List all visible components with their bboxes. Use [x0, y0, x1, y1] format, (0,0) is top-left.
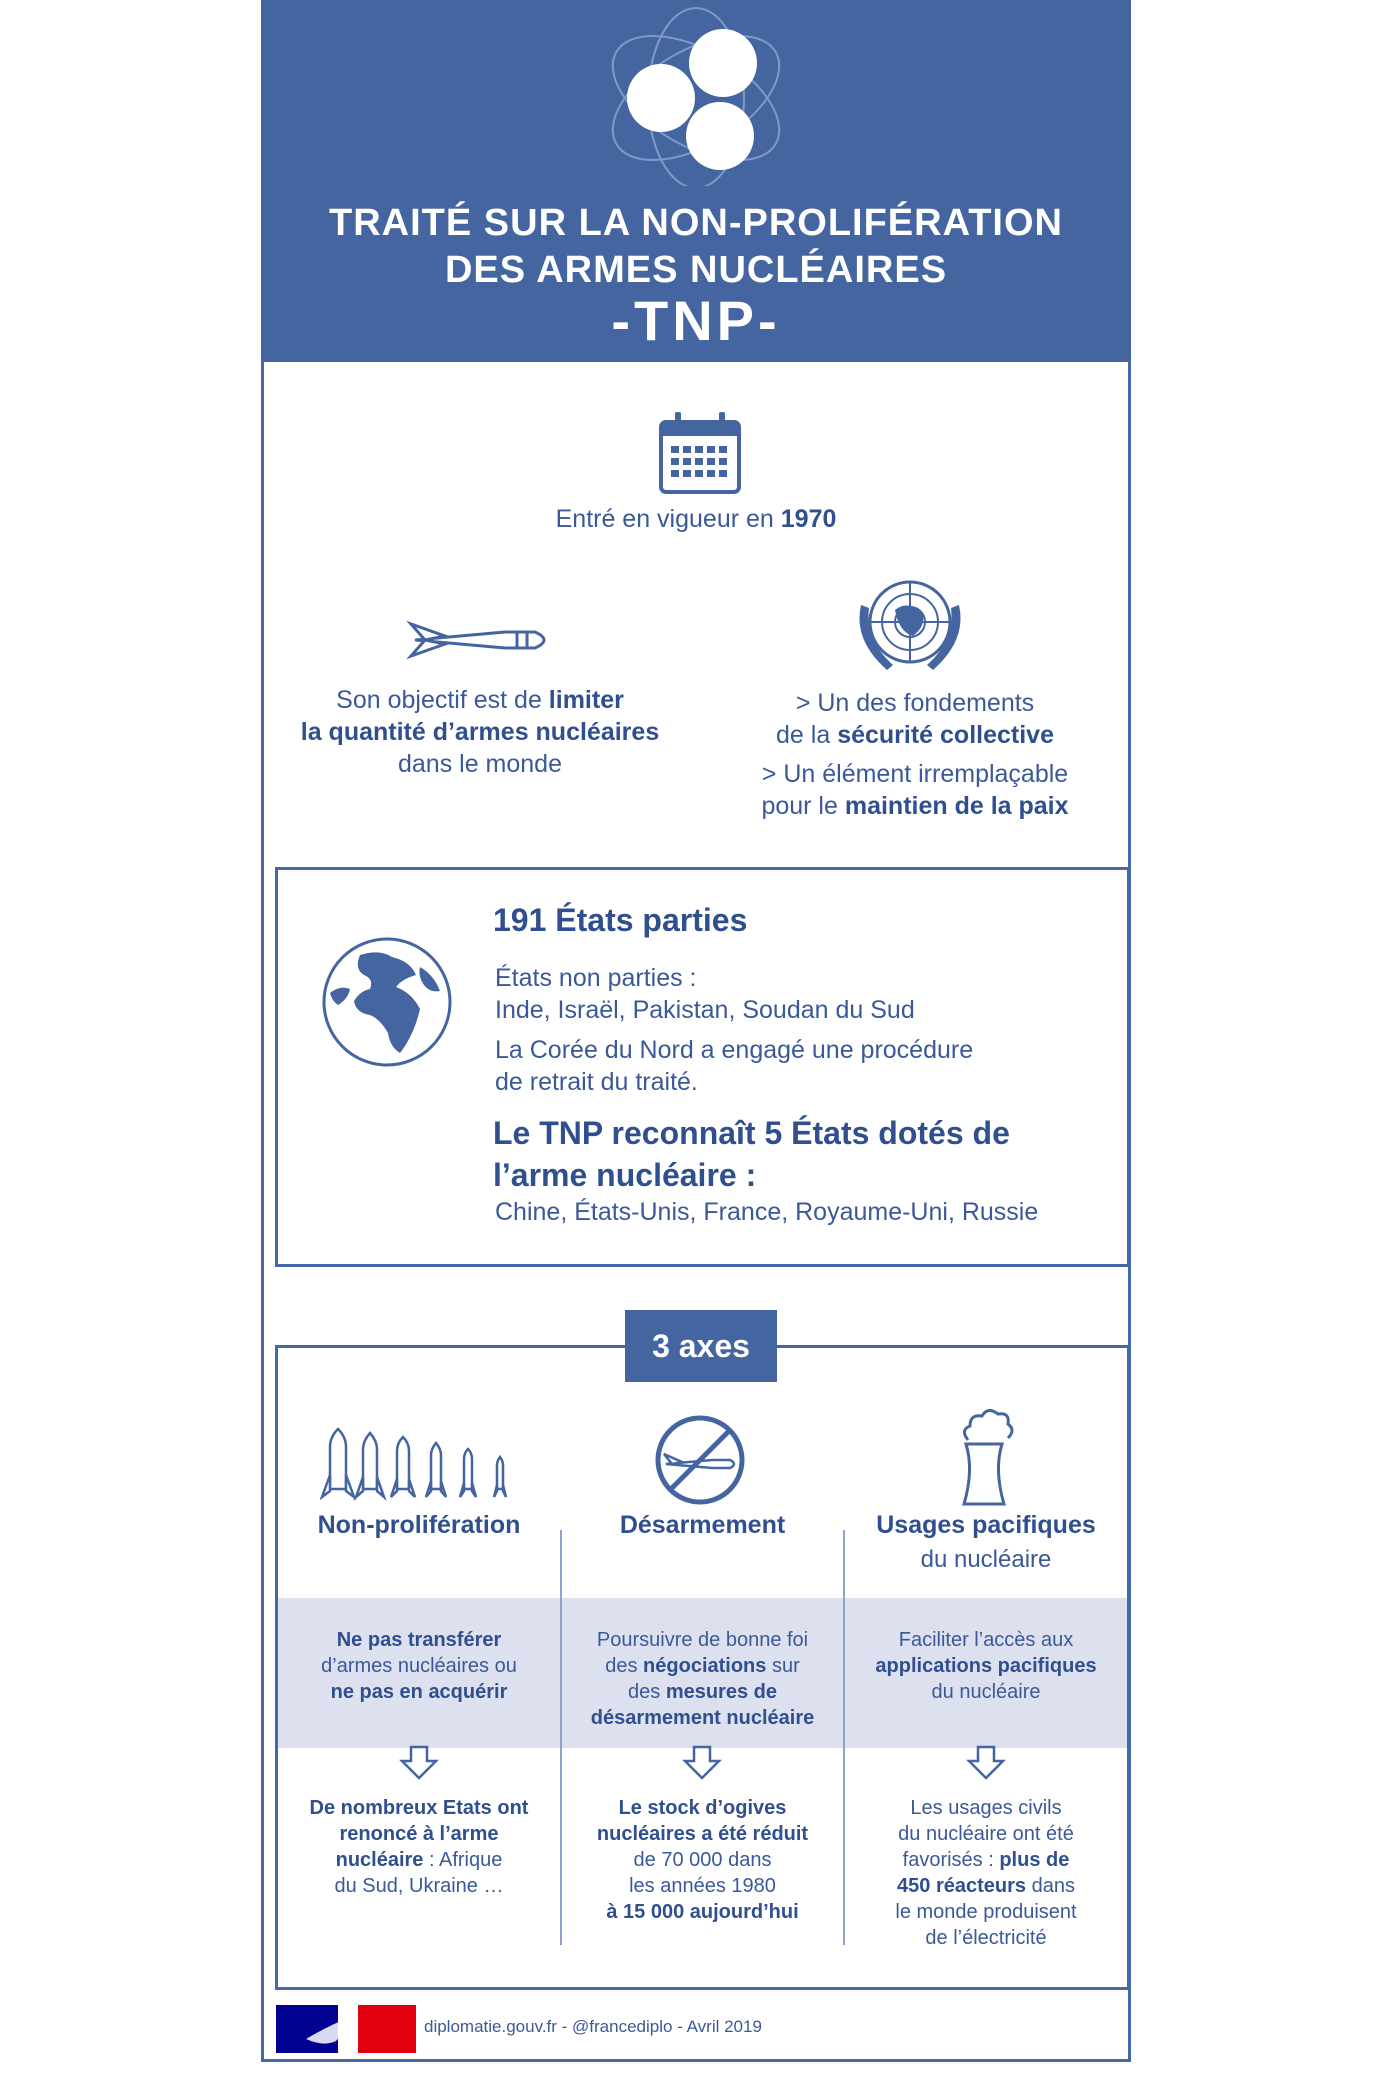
objective-text: Son objectif est de limiter la quantité d’armes nucléaires dans le monde — [300, 686, 660, 778]
globe-icon — [320, 935, 454, 1069]
title-line-1: TRAITÉ SUR LA NON-PROLIFÉRATION — [329, 202, 1063, 244]
nuclear-states-list: Chine, États-Unis, France, Royaume-Uni, Russie — [495, 1198, 1039, 1226]
nuclear-states-title: Le TNP reconnaît 5 États dotés de l’arme nucléaire : — [493, 1115, 1010, 1193]
goal-disarmament: Poursuivre de bonne foi des négociations sur des mesures de désarmement nucléaire — [590, 1629, 815, 1729]
arrow-down-icon — [682, 1745, 722, 1781]
axis-title-disarmament: Désarmement — [619, 1511, 786, 1539]
result-disarmament: Le stock d’ogives nucléaires a été réduit de 70 000 dans les années 1980 à 15 000 aujourd’hui — [596, 1797, 809, 1923]
result-nonproliferation: De nombreux Etats ont renoncé à l’arme nucléaire : Afrique du Sud, Ukraine … — [309, 1797, 529, 1897]
entry-into-force: Entré en vigueur en 1970 — [555, 505, 837, 533]
north-korea-line-1: La Corée du Nord a engagé une procédure — [495, 1036, 974, 1064]
title-acronym: -TNP- — [611, 289, 781, 352]
axis-title-peaceful-uses: Usages pacifiques — [876, 1511, 1096, 1539]
goal-nonproliferation: Ne pas transférer d’armes nucléaires ou ne pas en acquérir — [321, 1629, 517, 1703]
security-text: > Un des fondements de la sécurité collective — [776, 689, 1054, 749]
goal-peaceful-uses: Faciliter l’accès aux applications pacifiques du nucléaire — [875, 1629, 1097, 1703]
arrow-down-icon — [399, 1745, 439, 1781]
axis-subtitle-peaceful-uses: du nucléaire — [920, 1546, 1052, 1573]
non-parties-label: États non parties : — [495, 964, 697, 992]
north-korea-line-2: de retrait du traité. — [495, 1068, 698, 1096]
non-parties-list: Inde, Israël, Pakistan, Soudan du Sud — [495, 996, 915, 1024]
footer-credit: diplomatie.gouv.fr - @francediplo - Avril 2019 — [424, 2017, 762, 2036]
missiles-icon — [320, 1425, 515, 1505]
axes-label-badge: 3 axes — [625, 1310, 777, 1382]
result-peaceful-uses: Les usages civils du nucléaire ont été favorisés : plus de 450 réacteurs dans le monde produisent de l’électricité — [895, 1797, 1077, 1949]
states-count-title: 191 États parties — [493, 902, 748, 938]
cooling-tower-icon — [940, 1400, 1030, 1510]
un-emblem-icon — [847, 570, 973, 680]
missile-icon — [405, 610, 555, 670]
header-banner — [261, 0, 1131, 362]
peace-text: > Un élément irremplaçable pour le maintien de la paix — [761, 760, 1069, 820]
arrow-down-icon — [966, 1745, 1006, 1781]
calendar-icon — [657, 410, 743, 496]
title-line-2: DES ARMES NUCLÉAIRES — [444, 249, 948, 291]
atom-logo-icon — [596, 6, 796, 186]
french-republic-logo — [276, 2005, 416, 2053]
axis-title-nonproliferation: Non-prolifération — [317, 1511, 521, 1539]
no-missile-icon — [652, 1412, 748, 1508]
